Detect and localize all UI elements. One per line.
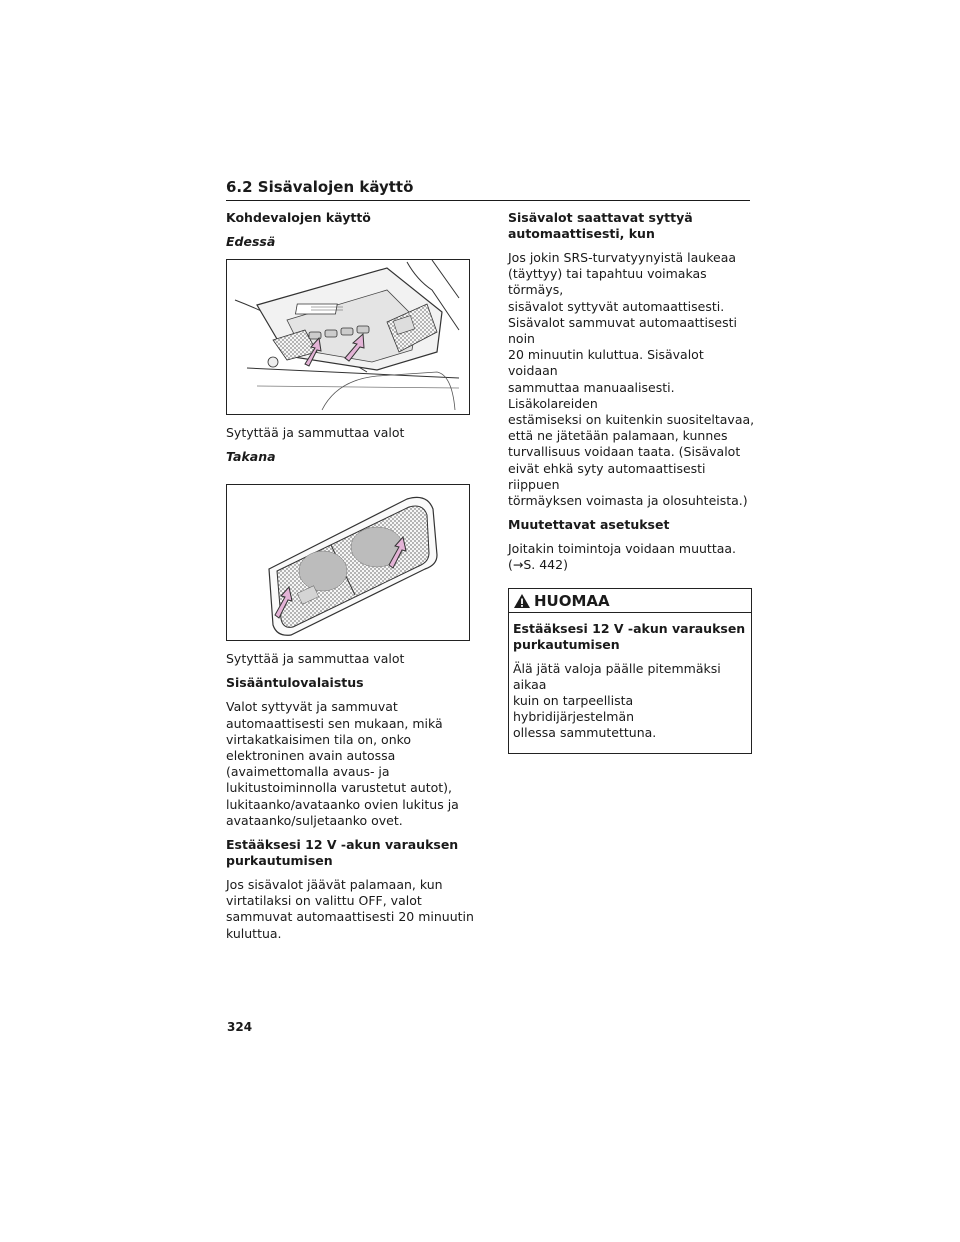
spotlight-heading: Kohdevalojen käyttö bbox=[226, 210, 371, 225]
section-title: 6.2 Sisävalojen käyttö bbox=[226, 178, 750, 201]
notice-title-bar bbox=[509, 589, 751, 613]
auto-light-heading: Sisävalot saattavat syttyä automaattisesti, kun bbox=[508, 210, 693, 241]
front-light-illustration bbox=[226, 259, 470, 415]
left-column bbox=[226, 210, 474, 950]
entry-lighting-heading: Sisääntulovalaistus bbox=[226, 675, 364, 691]
front-caption: Sytyttää ja sammuttaa valot bbox=[226, 425, 405, 440]
battery-text: Jos sisävalot jäävät palamaan, kun virtatilaksi on valittu OFF, valot sammuvat automaattisesti 20 minuutin kuluttua. bbox=[226, 877, 474, 941]
notice-box bbox=[508, 588, 752, 754]
page-number: 324 bbox=[227, 1020, 253, 1034]
rear-caption: Sytyttää ja sammuttaa valot bbox=[226, 651, 405, 667]
customization-text: Joitakin toimintoja voidaan muuttaa. (→S. 442) bbox=[508, 541, 737, 573]
warning-icon bbox=[513, 593, 531, 609]
rear-light-illustration bbox=[226, 484, 470, 641]
right-column bbox=[508, 210, 756, 754]
customization-heading: Muutettavat asetukset bbox=[508, 517, 670, 533]
auto-light-text: Jos jokin SRS-turvatyynyistä laukeaa (täyttyy) tai tapahtuu voimakas törmäys, sisävalot syttyvät automaattisesti. Sisävalot sammuvat automaattisesti noin 20 minuutin kuluttua. Sisävalot voidaan sammuttaa manuaalisesti. Lisäkolareiden estämiseksi on kuitenkin suositeltavaa, että ne jätetään palamaan, kunnes turvallisuus voidaan taata. (Sisävalot eivät ehkä syty automaattisesti riippuen törmäyksen voimasta ja olosuhteista.) bbox=[508, 250, 755, 509]
entry-lighting-text: Valot syttyvät ja sammuvat automaattisesti sen mukaan, mikä virtakatkaisimen tila on, onko elektroninen avain autossa (avaimettomalla avaus- ja lukitustoiminnolla varustetut autot), lukitaanko/avataanko ovien lukitus ja avataanko/suljetaanko ovet. bbox=[226, 699, 459, 828]
rear-label: Takana bbox=[226, 449, 276, 465]
notice-title: HUOMAA bbox=[534, 591, 610, 610]
notice-heading: Estääksesi 12 V -akun varauksen purkautumisen bbox=[513, 620, 746, 652]
notice-text: Älä jätä valoja päälle pitemmäksi aikaa kuin on tarpeellista hybridijärjestelmän ollessa sammutettuna. bbox=[513, 660, 721, 741]
battery-heading: Estääksesi 12 V -akun varauksen purkautumisen bbox=[226, 837, 459, 869]
front-label: Edessä bbox=[226, 234, 276, 249]
notice-body bbox=[509, 613, 751, 753]
